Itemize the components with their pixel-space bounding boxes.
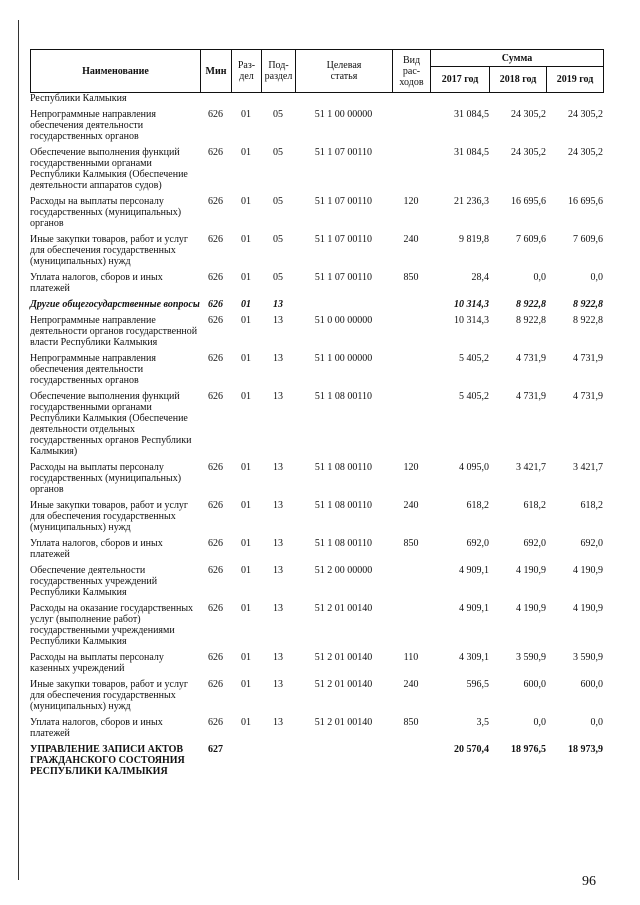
cell-podrazdel: 13	[273, 391, 283, 402]
cell-vid	[392, 560, 430, 598]
cell-podrazdel	[261, 739, 295, 777]
cell-2018: 7 609,6	[516, 234, 546, 245]
cell-min: 626	[208, 679, 223, 690]
cell-razdel: 01	[241, 538, 251, 549]
cell-razdel: 01	[241, 462, 251, 473]
header-year-2018: 2018 год	[490, 67, 547, 93]
cell-2017: 692,0	[466, 538, 489, 549]
cell-vid: 240	[403, 500, 419, 511]
cell-razdel: 01	[241, 272, 251, 283]
cell-2018: 8 922,8	[516, 315, 546, 326]
cell-vid: 110	[403, 652, 419, 663]
table-row	[30, 310, 603, 348]
cell-target: 51 2 01 00140	[314, 652, 373, 663]
table-row	[30, 93, 603, 104]
cell-min: 626	[208, 391, 223, 402]
cell-podrazdel: 13	[273, 603, 283, 614]
cell-target: 51 1 08 00110	[314, 391, 373, 402]
cell-min: 626	[208, 234, 223, 245]
cell-2018: 600,0	[523, 679, 546, 690]
cell-target: 51 1 07 00110	[314, 234, 373, 245]
cell-min: 626	[208, 500, 223, 511]
cell-min: 626	[208, 652, 223, 663]
header-target: Целевая статья	[296, 50, 393, 93]
cell-2019: 0,0	[590, 272, 603, 283]
cell-name: Обеспечение деятельности государственных учреждений Республики Калмыкия	[30, 565, 158, 598]
cell-min: 626	[208, 538, 223, 549]
table-header	[30, 49, 604, 93]
cell-2018: 692,0	[523, 538, 546, 549]
cell-podrazdel: 05	[273, 109, 283, 120]
cell-target: 51 2 01 00140	[314, 679, 373, 690]
table-row	[30, 294, 603, 310]
cell-razdel: 01	[241, 391, 251, 402]
cell-razdel: 01	[241, 353, 251, 364]
cell-2018: 3 421,7	[516, 462, 546, 473]
cell-name: Уплата налогов, сборов и иных платежей	[30, 538, 163, 560]
cell-razdel	[231, 739, 261, 777]
table-row	[30, 712, 603, 739]
cell-name: Непрограммные направления обеспечения деятельности государственных органов	[30, 109, 156, 142]
cell-min: 626	[208, 462, 223, 473]
cell-vid: 240	[403, 234, 419, 245]
cell-razdel: 01	[241, 147, 251, 158]
cell-target	[295, 93, 392, 104]
cell-razdel: 01	[241, 196, 251, 207]
cell-name: Обеспечение выполнения функций государственными органами Республики Калмыкия (Обеспечение деятельности отдельных государственных органов Республики Калмыкия)	[30, 391, 192, 457]
cell-target: 51 1 08 00110	[314, 462, 373, 473]
cell-target	[295, 739, 392, 777]
cell-2017: 10 314,3	[454, 315, 489, 326]
cell-2019: 16 695,6	[568, 196, 603, 207]
cell-2018: 3 590,9	[516, 652, 546, 663]
cell-2019: 4 190,9	[573, 603, 603, 614]
cell-target: 51 1 07 00110	[314, 272, 373, 283]
cell-name: Непрограммные направление деятельности органов государственной власти Республики Калмыкия	[30, 315, 198, 348]
cell-razdel: 01	[241, 500, 251, 511]
cell-2019: 24 305,2	[568, 147, 603, 158]
cell-2019: 4 731,9	[573, 353, 603, 364]
cell-vid: 240	[403, 679, 419, 690]
cell-name: Республики Калмыкия	[30, 93, 127, 104]
cell-2018	[489, 93, 546, 104]
cell-name: УПРАВЛЕНИЕ ЗАПИСИ АКТОВ ГРАЖДАНСКОГО СОСТОЯНИЯ РЕСПУБЛИКИ КАЛМЫКИЯ	[30, 744, 185, 777]
cell-name: Уплата налогов, сборов и иных платежей	[30, 717, 163, 739]
cell-2017	[430, 93, 489, 104]
cell-name: Расходы на выплаты персоналу государственных (муниципальных) органов	[30, 462, 182, 495]
cell-name: Расходы на выплаты персоналу казенных учреждений	[30, 652, 164, 674]
cell-vid: 120	[403, 196, 419, 207]
cell-vid	[392, 348, 430, 386]
cell-razdel: 01	[241, 679, 251, 690]
table-row	[30, 647, 603, 674]
table-row	[30, 267, 603, 294]
cell-2019: 4 190,9	[573, 565, 603, 576]
cell-target: 51 1 00 00000	[314, 353, 373, 364]
cell-name: Иные закупки товаров, работ и услуг для обеспечения государственных (муниципальных) нужд	[30, 234, 189, 267]
cell-min: 626	[208, 272, 223, 283]
cell-razdel: 01	[241, 565, 251, 576]
table-row	[30, 457, 603, 495]
cell-target: 51 0 00 00000	[314, 315, 373, 326]
cell-name: Расходы на выплаты персоналу государственных (муниципальных) органов	[30, 196, 182, 229]
cell-2019: 8 922,8	[573, 299, 603, 310]
cell-podrazdel: 13	[273, 315, 283, 326]
header-year-2019: 2019 год	[547, 67, 604, 93]
header-min: Мин	[201, 50, 232, 93]
cell-2019: 0,0	[590, 717, 603, 728]
cell-min	[200, 93, 231, 104]
cell-2019	[546, 93, 603, 104]
cell-2018: 4 190,9	[516, 565, 546, 576]
cell-vid: 850	[403, 538, 419, 549]
cell-2018: 4 190,9	[516, 603, 546, 614]
header-razdel: Раз- дел	[232, 50, 262, 93]
table-row	[30, 495, 603, 533]
cell-2017: 20 570,4	[454, 744, 489, 755]
cell-razdel	[231, 93, 261, 104]
table-row	[30, 560, 603, 598]
cell-podrazdel: 13	[273, 353, 283, 364]
cell-2019: 692,0	[580, 538, 603, 549]
cell-vid	[392, 93, 430, 104]
table-row	[30, 104, 603, 142]
cell-podrazdel: 13	[273, 717, 283, 728]
cell-target: 51 2 00 00000	[314, 565, 373, 576]
cell-2017: 31 084,5	[454, 147, 489, 158]
cell-razdel: 01	[241, 109, 251, 120]
cell-target: 51 2 01 00140	[314, 717, 373, 728]
header-podrazdel: Под- раздел	[262, 50, 296, 93]
cell-2019: 4 731,9	[573, 391, 603, 402]
cell-min: 626	[208, 109, 223, 120]
cell-vid	[392, 386, 430, 457]
cell-2019: 600,0	[580, 679, 603, 690]
cell-2017: 5 405,2	[459, 391, 489, 402]
cell-vid	[392, 739, 430, 777]
cell-podrazdel	[261, 93, 295, 104]
table-row	[30, 533, 603, 560]
cell-2017: 28,4	[471, 272, 489, 283]
cell-name: Уплата налогов, сборов и иных платежей	[30, 272, 163, 294]
header-year-2017: 2017 год	[431, 67, 490, 93]
cell-podrazdel: 05	[273, 234, 283, 245]
cell-2018: 0,0	[533, 272, 546, 283]
cell-podrazdel: 05	[273, 272, 283, 283]
cell-2017: 618,2	[466, 500, 489, 511]
cell-vid: 120	[403, 462, 419, 473]
table-row	[30, 348, 603, 386]
cell-min: 626	[208, 565, 223, 576]
cell-min: 626	[208, 353, 223, 364]
cell-podrazdel: 13	[273, 462, 283, 473]
cell-2018: 18 976,5	[511, 744, 546, 755]
cell-vid	[392, 310, 430, 348]
cell-2018: 24 305,2	[511, 147, 546, 158]
cell-2018: 618,2	[523, 500, 546, 511]
cell-2018: 4 731,9	[516, 391, 546, 402]
cell-vid	[392, 598, 430, 647]
table-row	[30, 739, 603, 777]
cell-razdel: 01	[241, 603, 251, 614]
scan-edge-line	[18, 20, 19, 880]
cell-min: 626	[208, 717, 223, 728]
cell-min: 626	[208, 196, 223, 207]
cell-podrazdel: 13	[273, 299, 283, 310]
cell-2019: 3 421,7	[573, 462, 603, 473]
cell-razdel: 01	[241, 315, 251, 326]
cell-name: Другие общегосударственные вопросы	[30, 299, 200, 310]
cell-target: 51 1 08 00110	[314, 538, 373, 549]
cell-2019: 3 590,9	[573, 652, 603, 663]
header-vid: Вид рас- ходов	[393, 50, 431, 93]
cell-2017: 4 909,1	[459, 565, 489, 576]
cell-min: 626	[208, 603, 223, 614]
cell-2019: 8 922,8	[573, 315, 603, 326]
cell-min: 627	[208, 744, 223, 755]
cell-podrazdel: 13	[273, 500, 283, 511]
cell-name: Иные закупки товаров, работ и услуг для обеспечения государственных (муниципальных) нужд	[30, 500, 189, 533]
cell-vid	[392, 142, 430, 191]
cell-razdel: 01	[241, 299, 251, 310]
cell-2017: 21 236,3	[454, 196, 489, 207]
cell-target: 51 2 01 00140	[314, 603, 373, 614]
header-sum: Сумма	[431, 50, 604, 67]
table-row	[30, 142, 603, 191]
cell-razdel: 01	[241, 652, 251, 663]
page-number: 96	[582, 874, 596, 889]
cell-2019: 7 609,6	[573, 234, 603, 245]
cell-2018: 0,0	[533, 717, 546, 728]
cell-2017: 5 405,2	[459, 353, 489, 364]
cell-min: 626	[208, 299, 223, 310]
cell-target: 51 1 07 00110	[314, 147, 373, 158]
cell-target	[295, 294, 392, 310]
cell-2019: 18 973,9	[568, 744, 603, 755]
cell-vid: 850	[403, 272, 419, 283]
cell-name: Иные закупки товаров, работ и услуг для обеспечения государственных (муниципальных) нужд	[30, 679, 189, 712]
cell-razdel: 01	[241, 234, 251, 245]
cell-2017: 31 084,5	[454, 109, 489, 120]
cell-2017: 10 314,3	[454, 299, 489, 310]
cell-vid	[392, 104, 430, 142]
cell-2018: 16 695,6	[511, 196, 546, 207]
cell-min: 626	[208, 147, 223, 158]
cell-podrazdel: 13	[273, 679, 283, 690]
cell-podrazdel: 13	[273, 652, 283, 663]
header-name: Наименование	[31, 50, 201, 93]
cell-vid	[392, 294, 430, 310]
cell-2018: 24 305,2	[511, 109, 546, 120]
cell-vid: 850	[403, 717, 419, 728]
cell-podrazdel: 05	[273, 147, 283, 158]
cell-target: 51 1 00 00000	[314, 109, 373, 120]
table-row	[30, 598, 603, 647]
cell-2017: 4 309,1	[459, 652, 489, 663]
cell-2019: 24 305,2	[568, 109, 603, 120]
cell-2017: 3,5	[476, 717, 489, 728]
cell-2017: 9 819,8	[459, 234, 489, 245]
cell-2018: 4 731,9	[516, 353, 546, 364]
cell-name: Расходы на оказание государственных услуг (выполнение работ) государственными учреждениями Республики Калмыкия	[30, 603, 194, 647]
budget-table	[30, 93, 603, 777]
table-row	[30, 386, 603, 457]
table-row	[30, 674, 603, 712]
cell-2017: 596,5	[466, 679, 489, 690]
cell-name: Непрограммные направления обеспечения деятельности государственных органов	[30, 353, 156, 386]
cell-target: 51 1 07 00110	[314, 196, 373, 207]
cell-2018: 8 922,8	[516, 299, 546, 310]
cell-target: 51 1 08 00110	[314, 500, 373, 511]
cell-podrazdel: 13	[273, 565, 283, 576]
cell-podrazdel: 13	[273, 538, 283, 549]
cell-2019: 618,2	[580, 500, 603, 511]
cell-min: 626	[208, 315, 223, 326]
cell-2017: 4 909,1	[459, 603, 489, 614]
cell-name: Обеспечение выполнения функций государственными органами Республики Калмыкия (Обеспечение деятельности аппаратов судов)	[30, 147, 188, 191]
cell-2017: 4 095,0	[459, 462, 489, 473]
cell-razdel: 01	[241, 717, 251, 728]
cell-podrazdel: 05	[273, 196, 283, 207]
table-row	[30, 191, 603, 229]
table-row	[30, 229, 603, 267]
